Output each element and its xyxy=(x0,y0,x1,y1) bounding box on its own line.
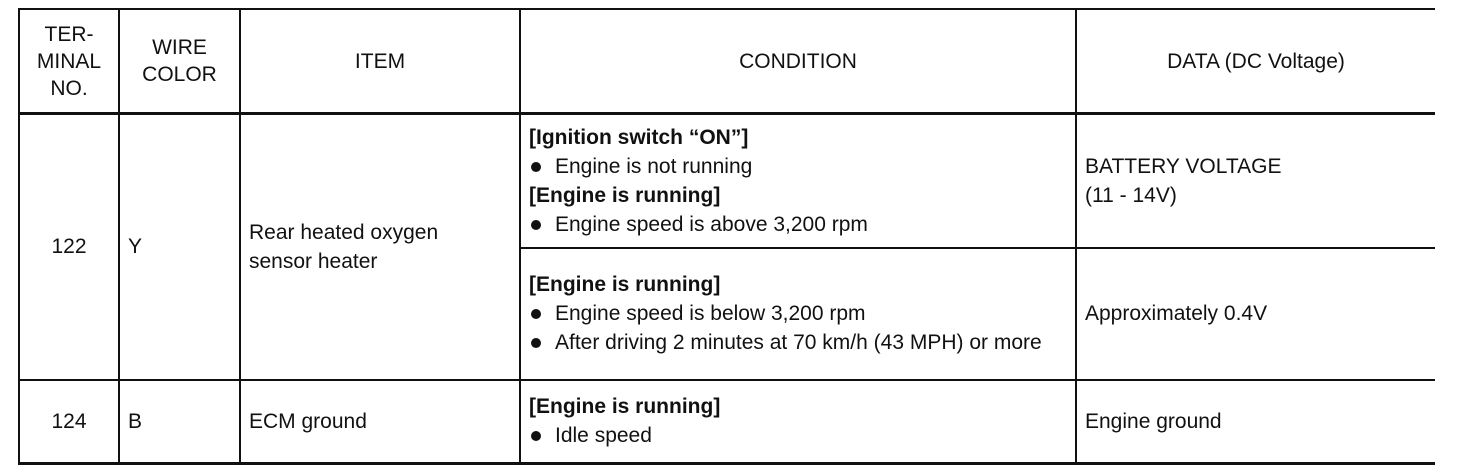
condition-bullet xyxy=(529,421,1067,450)
condition-heading: [Engine is running] xyxy=(529,183,721,207)
data-line: Approximately 0.4V xyxy=(1085,302,1268,325)
data-line: (11 - 14V) xyxy=(1085,183,1177,207)
condition-heading: [Engine is running] xyxy=(529,273,721,296)
item-line: sensor heater xyxy=(249,249,378,273)
bullet-dot-icon xyxy=(531,162,541,172)
header-terminal-line-1: TER- xyxy=(44,22,94,46)
condition-text: Engine speed is below 3,200 rpm xyxy=(555,302,866,325)
header-wire-line-2: COLOR xyxy=(142,63,217,86)
data-voltage-cell xyxy=(1076,248,1435,380)
condition-cell xyxy=(520,248,1076,380)
item-cell xyxy=(240,380,520,464)
bullet-dot-icon xyxy=(531,309,541,319)
header-row xyxy=(19,9,1435,114)
condition-cell xyxy=(520,380,1076,464)
header-condition: CONDITION xyxy=(520,9,1076,114)
header-wire-line-1: WIRE xyxy=(152,36,207,59)
header-terminal-line-3: NO. xyxy=(50,76,88,100)
condition-text: After driving 2 minutes at 70 km/h (43 MPH) or more xyxy=(555,331,1042,354)
ecm-terminal-table xyxy=(18,8,1435,465)
header-terminal-line-2: MINAL xyxy=(36,49,102,73)
header-wire-color xyxy=(119,9,240,114)
condition-heading: [Ignition switch “ON”] xyxy=(529,125,749,149)
data-voltage-cell xyxy=(1076,114,1435,248)
condition-cell xyxy=(520,114,1076,248)
wire-color-cell: B xyxy=(119,380,240,464)
item-line: ECM ground xyxy=(249,409,367,433)
data-line: Engine ground xyxy=(1085,409,1222,433)
item-cell xyxy=(240,114,520,380)
table-row xyxy=(19,114,1435,248)
terminal-no-cell: 124 xyxy=(19,380,119,464)
table-header xyxy=(19,9,1435,114)
header-data: DATA (DC Voltage) xyxy=(1076,9,1435,114)
condition-bullet xyxy=(529,299,1067,328)
data-voltage-cell xyxy=(1076,380,1435,464)
bullet-dot-icon xyxy=(531,431,541,441)
bullet-dot-icon xyxy=(531,338,541,348)
condition-text: Engine speed is above 3,200 rpm xyxy=(555,212,868,236)
wire-color-cell: Y xyxy=(119,114,240,380)
condition-bullet xyxy=(529,152,1067,181)
header-terminal-no xyxy=(19,9,119,114)
condition-bullet xyxy=(529,210,1067,239)
item-line: Rear heated oxygen xyxy=(249,220,439,244)
terminal-no-cell: 122 xyxy=(19,114,119,380)
header-item: ITEM xyxy=(240,9,520,114)
condition-text: Idle speed xyxy=(555,424,652,448)
condition-text: Engine is not running xyxy=(555,154,753,178)
condition-bullet xyxy=(529,328,1067,357)
bullet-dot-icon xyxy=(531,220,541,230)
table-row xyxy=(19,380,1435,464)
data-line: BATTERY VOLTAGE xyxy=(1085,154,1282,178)
condition-heading: [Engine is running] xyxy=(529,395,721,419)
table-body xyxy=(19,114,1435,464)
